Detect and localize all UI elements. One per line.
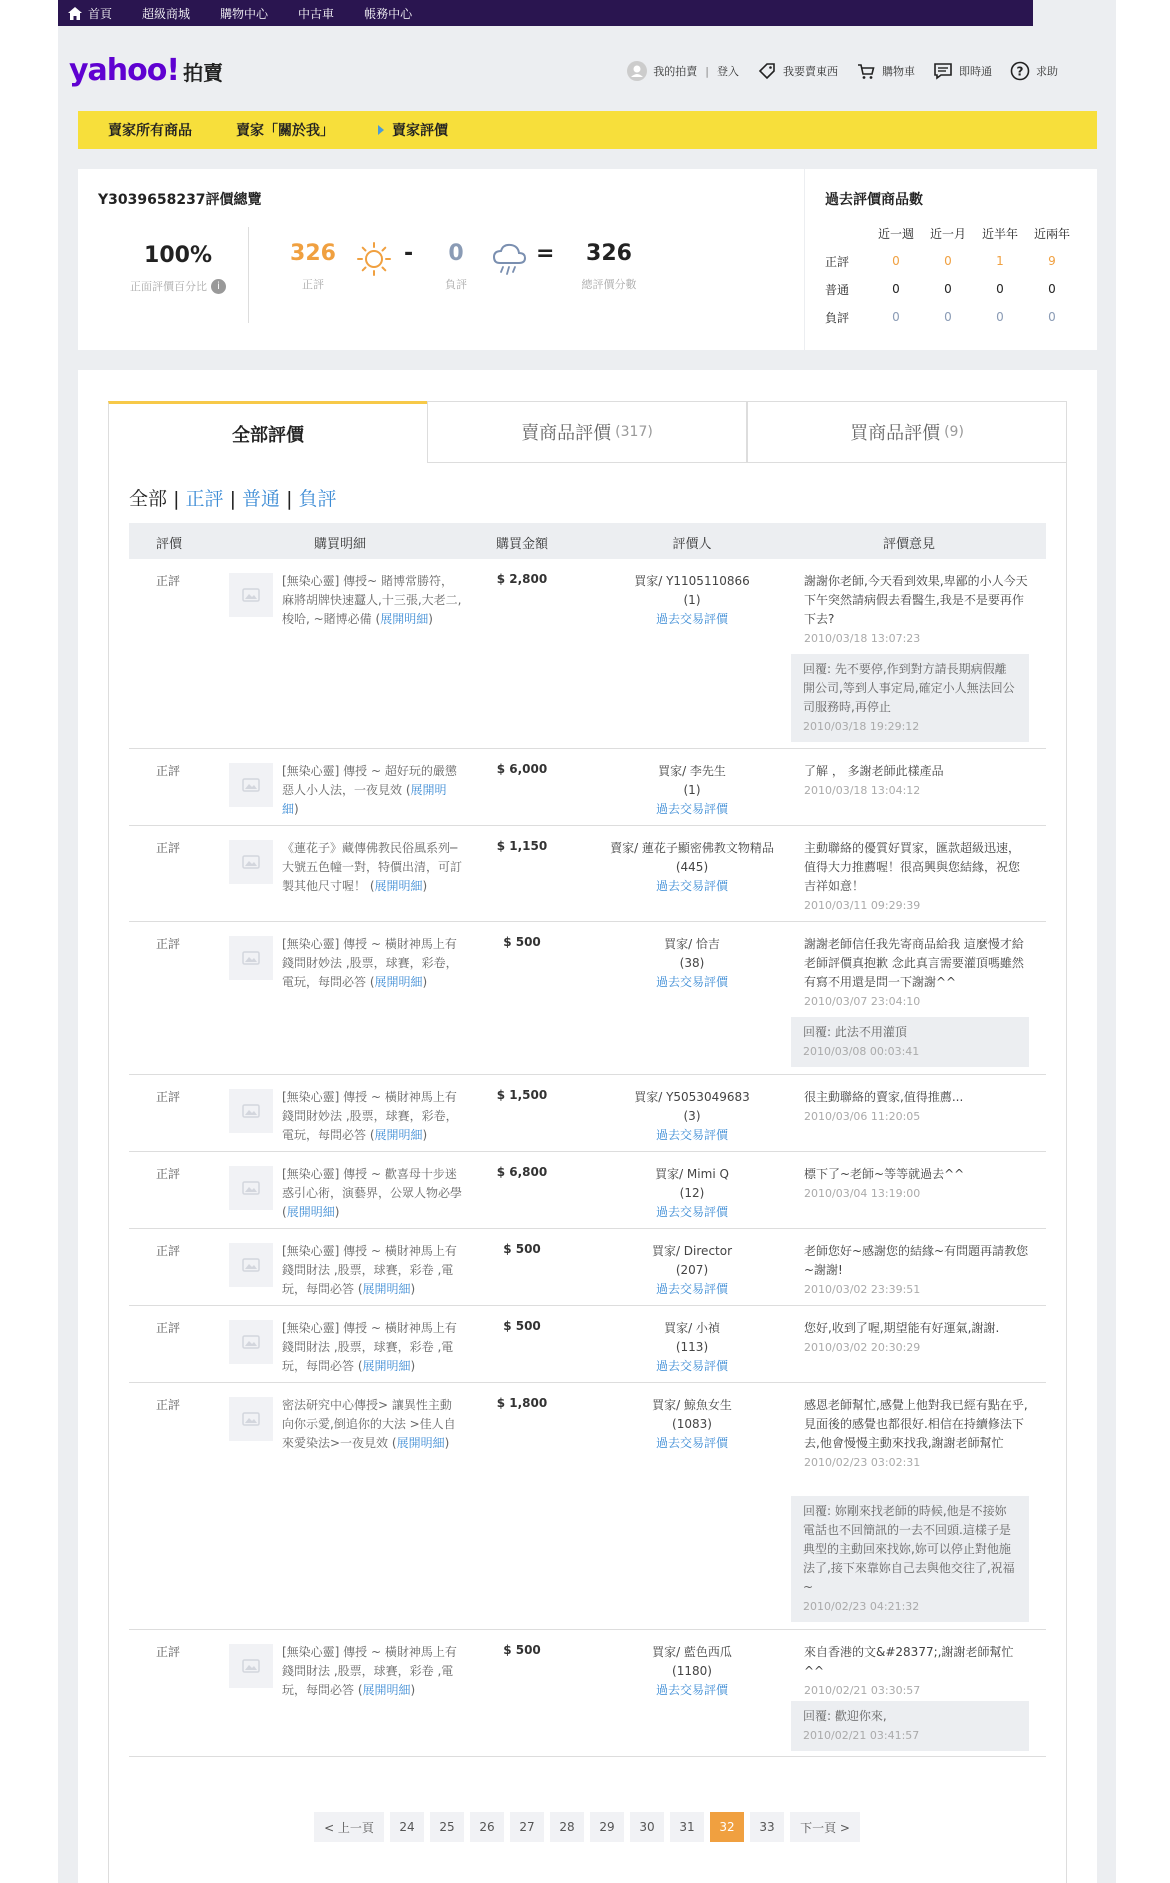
- help-link[interactable]: [1010, 61, 1058, 81]
- rater-count: (207): [675, 1263, 709, 1277]
- col-comment: 評價意見: [882, 537, 936, 552]
- tab-all-ratings[interactable]: [108, 401, 427, 463]
- expand-detail-link[interactable]: 展開明細: [374, 1128, 423, 1142]
- item-thumbnail[interactable]: [229, 1397, 273, 1441]
- reply-text: 回覆: 妳剛來找老師的時候,他是不接妳電話也不回簡訊的一去不回頭.這樣子是典型的主動回來找妳,妳可以停止對他施法了,接下來靠妳自己去與他交往了,祝福~: [803, 1504, 1015, 1594]
- past-value: 0: [944, 254, 952, 268]
- item-thumbnail[interactable]: [229, 763, 273, 807]
- purchase-detail: [282, 1396, 462, 1453]
- comment-date: 2010/03/04 13:19:00: [804, 1187, 921, 1200]
- negative-count-block: [426, 241, 486, 292]
- seller-reply: [791, 1701, 1029, 1751]
- item-thumbnail[interactable]: [229, 1243, 273, 1287]
- item-thumbnail[interactable]: [229, 936, 273, 980]
- page-button[interactable]: 31: [670, 1812, 704, 1842]
- detail-paren: ): [422, 975, 428, 989]
- expand-detail-link[interactable]: 展開明細: [374, 975, 423, 989]
- filter-negative[interactable]: 負評: [298, 488, 337, 510]
- rating-comment: [804, 1319, 1029, 1357]
- rating-value: 正評: [156, 1244, 181, 1258]
- detail-paren: ): [422, 1128, 428, 1142]
- purchase-detail: [282, 762, 462, 819]
- filter-sep: |: [286, 488, 293, 510]
- item-description: [無染心靈] 傳授~ 賭博常勝符，麻將胡牌快速蠶人,十三張,大老二,梭哈, ~賭博必備 (: [282, 574, 462, 626]
- past-transactions-link[interactable]: 過去交易評價: [655, 1683, 728, 1697]
- comment-text: 老師您好~感謝您的結緣~有問題再請教您~謝謝!: [804, 1244, 1029, 1277]
- rater-count: (445): [675, 860, 709, 874]
- messenger-link-label: 即時通: [959, 65, 992, 78]
- nav-account-center[interactable]: 帳務中心: [364, 6, 413, 21]
- expand-detail-link[interactable]: 展開明細: [286, 1205, 335, 1219]
- row-label: 負評: [825, 310, 850, 325]
- comment-text: 來自香港的文&#28377;,謝謝老師幫忙^^: [804, 1645, 1014, 1678]
- past-value: 0: [892, 310, 900, 324]
- comment-date: 2010/03/11 09:29:39: [804, 899, 921, 912]
- detail-paren: ): [428, 612, 433, 626]
- summary-title: Y3039658237評價總覽: [98, 192, 262, 208]
- purchase-amount: $ 500: [503, 1242, 541, 1256]
- rater-info: [607, 1242, 777, 1299]
- tab-label: 全部評價: [232, 424, 304, 446]
- sell-link-label: 我要賣東西: [783, 65, 838, 78]
- comment-text: 很主動聯絡的賣家,值得推薦...: [804, 1090, 964, 1104]
- past-ratings-title: 過去評價商品數: [825, 192, 923, 208]
- past-value: 0: [996, 282, 1004, 296]
- comment-text: 主動聯絡的優質好買家，匯款超級迅速，值得大力推薦喔！很高興與您結緣，祝您吉祥如意！: [804, 841, 1021, 893]
- rating-value: 正評: [156, 1167, 181, 1181]
- messenger-link[interactable]: [933, 61, 992, 81]
- positive-pct-value: 100%: [144, 243, 212, 268]
- item-thumbnail[interactable]: [229, 1166, 273, 1210]
- svg-text:?: ?: [1016, 64, 1024, 79]
- rater-name: 買家/ 藍色西瓜: [652, 1645, 732, 1659]
- comment-text: 謝謝你老師,今天看到效果,卑鄙的小人今天下午突然請病假去看醫生,我是不是要再作下去?: [804, 574, 1028, 626]
- nav-home-label: 首頁: [88, 6, 113, 21]
- page-button[interactable]: 32: [710, 1812, 744, 1842]
- rater-name: 買家/ Director: [651, 1244, 733, 1258]
- page-button[interactable]: 26: [470, 1812, 504, 1842]
- page-button[interactable]: 27: [510, 1812, 544, 1842]
- help-icon: [1010, 61, 1030, 81]
- rating-value: 正評: [156, 1321, 181, 1335]
- sun-icon: [356, 241, 392, 277]
- page-button[interactable]: 25: [430, 1812, 464, 1842]
- rating-comment: [804, 839, 1029, 915]
- col-amount: 購買金額: [495, 537, 549, 552]
- table-row: [129, 749, 1046, 826]
- table-row: [129, 1630, 1046, 1757]
- comment-date: 2010/03/18 13:04:12: [804, 784, 921, 797]
- tab-count: (317): [615, 424, 653, 440]
- tag-icon: [757, 61, 777, 81]
- filter-sep: |: [173, 488, 180, 510]
- my-auction-link[interactable]: 我的拍賣: [653, 65, 698, 78]
- past-transactions-link[interactable]: 過去交易評價: [655, 1436, 728, 1450]
- summary-divider: [248, 227, 249, 323]
- cart-link[interactable]: [856, 61, 915, 81]
- seller-about-link[interactable]: 賣家「關於我」: [236, 123, 334, 139]
- cart-icon: [856, 61, 876, 81]
- seller-reply: [791, 1496, 1029, 1622]
- positive-percentage: [108, 243, 248, 294]
- next-page-button[interactable]: 下一頁 >: [790, 1812, 860, 1842]
- comment-text: 了解 ， 多謝老師此樣產品: [804, 764, 944, 778]
- past-ratings-table: [825, 219, 1078, 331]
- total-score: 326: [586, 241, 632, 266]
- item-description: [無染心靈] 傳授 ~ 橫財神馬上有錢問財妙法 ,股票，球賽，彩卷，電玩，每問必答 (: [282, 937, 458, 989]
- expand-detail-link[interactable]: 展開明細: [362, 1683, 411, 1697]
- purchase-detail: [282, 1088, 462, 1145]
- purchase-amount: $ 1,500: [496, 1088, 548, 1102]
- rater-info: [607, 839, 777, 896]
- active-arrow-icon: [378, 125, 384, 135]
- help-link-label: 求助: [1036, 65, 1058, 78]
- negative-count: 0: [448, 241, 464, 266]
- image-placeholder-icon: [242, 1258, 260, 1272]
- past-transactions-link[interactable]: 過去交易評價: [655, 1359, 728, 1373]
- item-description: 密法研究中心傳授> 讓異性主動向你示愛,倒追你的大法 >佳人自來愛染法>一夜見效 (: [282, 1398, 456, 1450]
- chat-icon: [933, 61, 953, 81]
- past-value: 0: [996, 310, 1004, 324]
- item-description: 《蓮花子》藏傳佛教民俗風系列─大號五色幢一對，特價出清，可訂製其他尺寸喔！ (: [282, 841, 463, 893]
- purchase-amount: $ 1,150: [496, 839, 548, 853]
- comment-date: 2010/03/07 23:04:10: [804, 995, 921, 1008]
- purchase-detail: [282, 1242, 462, 1299]
- item-thumbnail[interactable]: [229, 840, 273, 884]
- nav-home[interactable]: [68, 5, 112, 22]
- rater-info: [607, 1319, 777, 1376]
- rater-count: (12): [679, 1186, 705, 1200]
- row-label: 普通: [825, 282, 850, 297]
- image-placeholder-icon: [242, 1659, 260, 1673]
- header-separator: |: [705, 64, 709, 78]
- header-links: [609, 61, 1058, 81]
- page-button[interactable]: 24: [390, 1812, 424, 1842]
- rater-name: 買家/ 鯨魚女生: [652, 1398, 732, 1412]
- purchase-amount: $ 500: [503, 1319, 541, 1333]
- rater-name: 買家/ 恰吉: [664, 937, 720, 951]
- sell-link[interactable]: [757, 61, 838, 81]
- rating-comment: [804, 762, 1029, 800]
- rating-comment: [804, 1165, 1029, 1203]
- rating-value: 正評: [156, 574, 181, 588]
- rater-info: [607, 1643, 777, 1700]
- seller-rating-link[interactable]: 賣家評價: [392, 123, 448, 139]
- page-button[interactable]: 28: [550, 1812, 584, 1842]
- row-label: 正評: [825, 254, 850, 269]
- col-month: 近一月: [929, 226, 966, 241]
- rating-value: 正評: [156, 1090, 181, 1104]
- rater-count: (38): [679, 956, 705, 970]
- filter-all[interactable]: 全部: [129, 488, 168, 510]
- comment-text: 您好,收到了喔,期望能有好運氣,謝謝.: [804, 1321, 1000, 1335]
- item-description: [無染心靈] 傳授 ~ 橫財神馬上有錢問財法 ,股票，球賽，彩卷 ,電玩，每問必答 (: [282, 1321, 457, 1373]
- comment-date: 2010/03/02 23:39:51: [804, 1283, 921, 1296]
- tab-buy-ratings[interactable]: [747, 401, 1067, 463]
- past-ratings-header-row: [825, 219, 1078, 247]
- equals-sign: =: [536, 241, 555, 266]
- total-score-block: [564, 241, 654, 292]
- filter-sep: |: [229, 488, 236, 510]
- my-auction-group: [627, 61, 739, 81]
- rater-info: [607, 572, 777, 629]
- user-avatar-icon: [627, 61, 647, 81]
- reply-date: 2010/02/23 04:21:32: [803, 1600, 920, 1613]
- image-placeholder-icon: [242, 1181, 260, 1195]
- prev-page-button[interactable]: < 上一頁: [314, 1812, 384, 1842]
- minus-sign: -: [404, 241, 414, 266]
- filter-neutral[interactable]: 普通: [242, 488, 281, 510]
- tab-label: 賣商品評價: [521, 423, 612, 444]
- logo-text: yahoo!: [69, 53, 180, 88]
- past-transactions-link[interactable]: 過去交易評價: [655, 879, 728, 893]
- cart-link-label: 購物車: [882, 65, 915, 78]
- purchase-detail: [282, 839, 462, 896]
- purchase-amount: $ 6,800: [496, 1165, 548, 1179]
- item-description: [無染心靈] 傳授 ~ 橫財神馬上有錢問財法 ,股票，球賽，彩卷 ,電玩，每問必答 (: [282, 1645, 457, 1697]
- rater-name: 買家/ 李先生: [658, 764, 726, 778]
- seller-nav-bar: [78, 111, 1097, 149]
- reply-date: 2010/03/08 00:03:41: [803, 1045, 920, 1058]
- positive-pct-label-row: [108, 278, 248, 294]
- reply-date: 2010/02/21 03:41:57: [803, 1729, 920, 1742]
- image-placeholder-icon: [242, 1104, 260, 1118]
- past-value: 0: [944, 282, 952, 296]
- seller-reply: [791, 1017, 1029, 1067]
- col-rating: 評價: [156, 537, 183, 552]
- past-transactions-link[interactable]: 過去交易評價: [655, 802, 728, 816]
- past-value: 0: [892, 254, 900, 268]
- purchase-detail: [282, 1165, 462, 1222]
- positive-pct-label: 正面評價百分比: [130, 280, 207, 293]
- past-row-positive: [825, 247, 1078, 275]
- rater-count: (3): [683, 1109, 701, 1123]
- reply-date: 2010/03/18 19:29:12: [803, 720, 920, 733]
- comment-date: 2010/02/21 03:30:57: [804, 1684, 921, 1697]
- rating-filter: [129, 484, 337, 511]
- rater-info: [607, 1165, 777, 1222]
- rater-info: [607, 935, 777, 992]
- detail-paren: ): [444, 1436, 450, 1450]
- page-button[interactable]: 29: [590, 1812, 624, 1842]
- comment-text: 標下了~老師~等等就過去^^: [804, 1167, 965, 1181]
- rater-name: 買家/ Y1105110866: [634, 574, 750, 588]
- purchase-amount: $ 500: [503, 935, 541, 949]
- purchase-detail: [282, 572, 462, 629]
- table-row: [129, 1229, 1046, 1306]
- table-row: [129, 1075, 1046, 1152]
- item-description: [無染心靈] 傳授 ~ 歡喜母十步迷惑引心術，演藝界，公眾人物必學 (: [282, 1167, 463, 1219]
- col-rater: 評價人: [672, 537, 712, 552]
- comment-date: 2010/02/23 03:02:31: [804, 1456, 921, 1469]
- col-week: 近一週: [877, 226, 914, 241]
- pagination: [314, 1812, 866, 1842]
- tab-count: (9): [944, 424, 964, 440]
- past-transactions-link[interactable]: 過去交易評價: [655, 1205, 728, 1219]
- rater-count: (1180): [672, 1664, 712, 1678]
- rain-cloud-icon: [490, 241, 530, 279]
- rating-comment: [804, 572, 1029, 648]
- expand-detail-link[interactable]: 展開明細: [362, 1359, 411, 1373]
- item-description: [無染心靈] 傳授 ~ 橫財神馬上有錢問財法 ,股票，球賽，彩卷 ,電玩，每問必答 (: [282, 1244, 457, 1296]
- item-description: [無染心靈] 傳授 ~ 橫財神馬上有錢問財妙法 ,股票，球賽，彩卷，電玩，每問必答 (: [282, 1090, 458, 1142]
- image-placeholder-icon: [242, 855, 260, 869]
- positive-count: 326: [290, 241, 336, 266]
- reply-text: 回覆: 歡迎你來,: [803, 1709, 887, 1723]
- rater-name: 買家/ Mimi Q: [655, 1167, 729, 1181]
- image-placeholder-icon: [242, 1412, 260, 1426]
- table-row: [129, 922, 1046, 1075]
- rating-value: 正評: [156, 937, 181, 951]
- page-margin-left: [0, 0, 58, 1883]
- rater-count: (113): [675, 1340, 709, 1354]
- purchase-amount: $ 1,800: [496, 1396, 548, 1410]
- past-transactions-link[interactable]: 過去交易評價: [655, 1282, 728, 1296]
- ratings-table-header: [129, 523, 1046, 559]
- rating-comment: [804, 935, 1029, 1011]
- comment-date: 2010/03/06 11:20:05: [804, 1110, 921, 1123]
- rating-value: 正評: [156, 1398, 181, 1412]
- rater-count: (1): [683, 593, 701, 607]
- rating-comment: [804, 1396, 1029, 1472]
- home-icon: [68, 7, 82, 20]
- tab-sell-ratings[interactable]: [427, 401, 747, 463]
- detail-paren: ): [422, 879, 428, 893]
- image-placeholder-icon: [242, 588, 260, 602]
- rater-name: 買家/ Y5053049683: [634, 1090, 750, 1104]
- rating-comment: [804, 1088, 1029, 1126]
- detail-paren: ): [410, 1683, 416, 1697]
- rater-name: 賣家/ 蓮花子顯密佛教文物精品: [610, 841, 774, 855]
- past-ratings-panel: [805, 169, 1097, 350]
- nav-shopping-center[interactable]: 購物中心: [220, 6, 269, 21]
- site-header: [58, 26, 1116, 108]
- past-row-negative: [825, 303, 1078, 331]
- item-thumbnail[interactable]: [229, 1644, 273, 1688]
- comment-text: 感恩老師幫忙,感覺上他對我已經有點在乎,見面後的感覺也都很好.相信在持續修法下去,他會慢慢主動來找我,謝謝老師幫忙: [804, 1398, 1028, 1450]
- page-button[interactable]: 33: [750, 1812, 784, 1842]
- col-half-year: 近半年: [981, 226, 1018, 241]
- past-value: 0: [944, 310, 952, 324]
- positive-count-block: [283, 241, 343, 292]
- rating-tabs: [108, 401, 1067, 463]
- past-value: 0: [1048, 310, 1056, 324]
- rating-comment: [804, 1242, 1029, 1299]
- expand-detail-link[interactable]: 展開明細: [282, 783, 447, 816]
- tab-label: 買商品評價: [850, 423, 941, 444]
- page-margin-right: [1116, 0, 1170, 1883]
- logo-suffix: 拍賣: [183, 61, 224, 85]
- item-thumbnail[interactable]: [229, 1089, 273, 1133]
- rater-count: (1): [683, 783, 701, 797]
- past-value: 1: [996, 254, 1004, 268]
- table-row: [129, 826, 1046, 922]
- detail-paren: ): [334, 1205, 340, 1219]
- positive-count-label: 正評: [302, 278, 324, 291]
- past-value: 9: [1048, 254, 1056, 268]
- expand-detail-link[interactable]: 展開明細: [374, 879, 423, 893]
- past-transactions-link[interactable]: 過去交易評價: [655, 975, 728, 989]
- rater-name: 買家/ 小禎: [664, 1321, 720, 1335]
- nav-used-car[interactable]: 中古車: [298, 6, 335, 21]
- past-row-neutral: [825, 275, 1078, 303]
- reply-text: 回覆: 此法不用灌頂: [803, 1025, 907, 1039]
- purchase-amount: $ 6,000: [496, 762, 548, 776]
- past-transactions-link[interactable]: 過去交易評價: [655, 1128, 728, 1142]
- expand-detail-link[interactable]: 展開明細: [362, 1282, 411, 1296]
- table-row: [129, 559, 1046, 749]
- yahoo-auction-logo[interactable]: [69, 53, 223, 88]
- reply-text: 回覆: 先不要停,作到對方請長期病假離開公司,等到人事定局,確定小人無法回公司服務時,再停止: [803, 662, 1015, 714]
- detail-paren: ): [294, 802, 299, 816]
- image-placeholder-icon: [242, 951, 260, 965]
- purchase-detail: [282, 1319, 462, 1376]
- purchase-detail: [282, 935, 462, 992]
- rating-value: 正評: [156, 841, 181, 855]
- rating-summary-panel: [78, 169, 804, 350]
- table-row: [129, 1152, 1046, 1229]
- past-transactions-link[interactable]: 過去交易評價: [655, 612, 728, 626]
- rater-info: [607, 762, 777, 819]
- filter-positive[interactable]: 正評: [185, 488, 224, 510]
- col-two-years: 近兩年: [1033, 226, 1070, 241]
- rating-value: 正評: [156, 764, 181, 778]
- purchase-detail: [282, 1643, 462, 1700]
- past-value: 0: [892, 282, 900, 296]
- purchase-amount: $ 500: [503, 1643, 541, 1657]
- comment-text: 謝謝老師信任我先寄商品給我 這麼慢才給老師評價真抱歉 念此真言需要灌頂嗎雖然有寫不用還是問一下謝謝^^: [804, 937, 1024, 989]
- comment-date: 2010/03/02 20:30:29: [804, 1341, 921, 1354]
- seller-reply: [791, 654, 1029, 742]
- rater-info: [607, 1088, 777, 1145]
- rating-comment: [804, 1643, 1029, 1700]
- comment-date: 2010/03/18 13:07:23: [804, 632, 921, 645]
- item-thumbnail[interactable]: [229, 573, 273, 617]
- rating-value: 正評: [156, 1645, 181, 1659]
- item-description: [無染心靈] 傳授 ~ 超好玩的嚴懲惡人小人法，一夜見效 (: [282, 764, 457, 797]
- purchase-amount: $ 2,800: [496, 572, 548, 586]
- rater-info: [607, 1396, 777, 1453]
- info-icon[interactable]: i: [211, 279, 226, 294]
- top-nav: [58, 0, 1033, 26]
- table-row: [129, 1383, 1046, 1630]
- col-detail: 購買明細: [314, 537, 367, 552]
- nav-super-mall[interactable]: 超級商城: [142, 6, 191, 21]
- rater-count: (1083): [672, 1417, 712, 1431]
- image-placeholder-icon: [242, 1335, 260, 1349]
- image-placeholder-icon: [242, 778, 260, 792]
- negative-count-label: 負評: [445, 278, 467, 291]
- login-link[interactable]: 登入: [717, 65, 739, 78]
- seller-all-items-link[interactable]: 賣家所有商品: [108, 123, 192, 139]
- total-score-label: 總評價分數: [581, 278, 637, 291]
- table-row: [129, 1306, 1046, 1383]
- page-button[interactable]: 30: [630, 1812, 664, 1842]
- past-value: 0: [1048, 282, 1056, 296]
- item-thumbnail[interactable]: [229, 1320, 273, 1364]
- detail-paren: ): [410, 1359, 416, 1373]
- expand-detail-link[interactable]: 展開明細: [380, 612, 429, 626]
- expand-detail-link[interactable]: 展開明細: [396, 1436, 445, 1450]
- detail-paren: ): [410, 1282, 416, 1296]
